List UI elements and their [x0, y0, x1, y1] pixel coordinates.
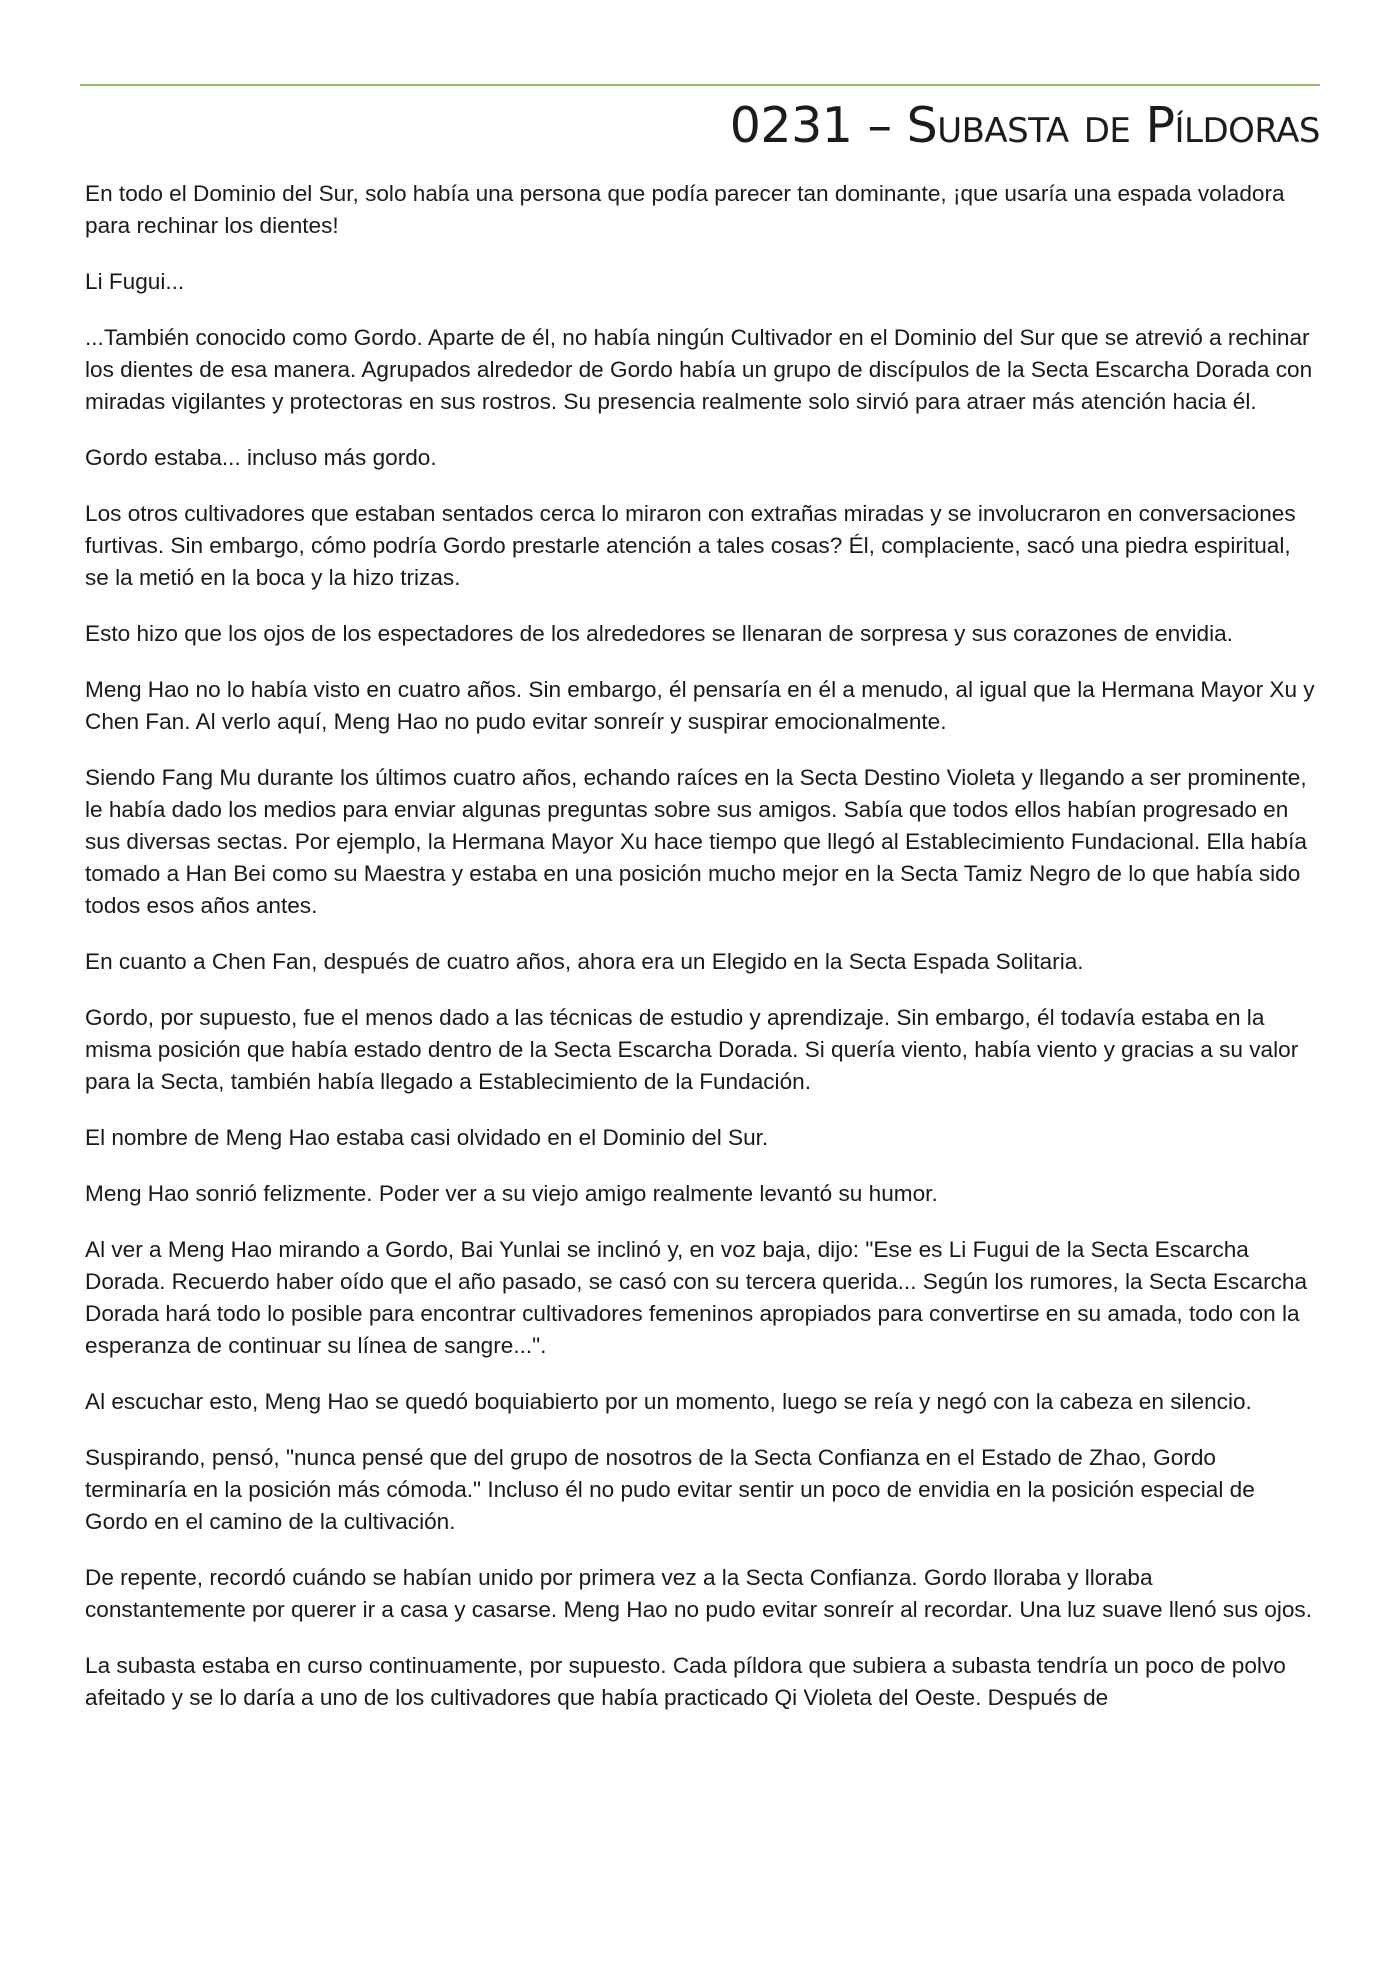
- paragraph: Al ver a Meng Hao mirando a Gordo, Bai Yunlai se inclinó y, en voz baja, dijo: "Ese es Li Fugui de la Secta Escarcha Dorada. Recuerdo haber oído que el año pasado, se casó con su tercera querida... Según los rumores, la Secta Escarcha Dorada hará todo lo posible para encontrar cultivadores femeninos apropiados para convertirse en su amada, todo con la esperanza de continuar su línea de sangre...".: [85, 1237, 1308, 1358]
- chapter-number: 0231 –: [729, 97, 907, 154]
- paragraph: En cuanto a Chen Fan, después de cuatro años, ahora era un Elegido en la Secta Espada Solitaria.: [85, 949, 1084, 974]
- paragraph: De repente, recordó cuándo se habían unido por primera vez a la Secta Confianza. Gordo lloraba y lloraba constantemente por querer ir a casa y casarse. Meng Hao no pudo evitar sonreír al recordar. Una luz suave llenó sus ojos.: [85, 1565, 1312, 1622]
- paragraph: ...También conocido como Gordo. Aparte de él, no había ningún Cultivador en el Dominio del Sur que se atrevió a rechinar los dientes de esa manera. Agrupados alrededor de Gordo había un grupo de discípulos de la Secta Escarcha Dorada con miradas vigilantes y protectoras en sus rostros. Su presencia realmente solo sirvió para atraer más atención hacia él.: [85, 325, 1313, 414]
- paragraph: Li Fugui...: [85, 269, 185, 294]
- paragraph: Meng Hao sonrió felizmente. Poder ver a su viejo amigo realmente levantó su humor.: [85, 1181, 938, 1206]
- paragraph: Suspirando, pensó, "nunca pensé que del grupo de nosotros de la Secta Confianza en el Estado de Zhao, Gordo terminaría en la posición más cómoda." Incluso él no pudo evitar sentir un poco de envidia en la posición especial de Gordo en el camino de la cultivación.: [85, 1445, 1255, 1534]
- chapter-name: Subasta de Píldoras: [906, 97, 1320, 154]
- paragraph: La subasta estaba en curso continuamente, por supuesto. Cada píldora que subiera a subasta tendría un poco de polvo afeitado y se lo daría a uno de los cultivadores que había practicado Qi Violeta del Oeste. Después de: [85, 1653, 1286, 1710]
- chapter-title: [730, 96, 1320, 156]
- paragraph: Gordo estaba... incluso más gordo.: [85, 445, 437, 470]
- chapter-body: [85, 178, 1317, 1738]
- paragraph: El nombre de Meng Hao estaba casi olvidado en el Dominio del Sur.: [85, 1125, 769, 1150]
- paragraph: Al escuchar esto, Meng Hao se quedó boquiabierto por un momento, luego se reía y negó con la cabeza en silencio.: [85, 1389, 1252, 1414]
- paragraph: Siendo Fang Mu durante los últimos cuatro años, echando raíces en la Secta Destino Violeta y llegando a ser prominente, le había dado los medios para enviar algunas preguntas sobre sus amigos. Sabía que todos ellos habían progresado en sus diversas sectas. Por ejemplo, la Hermana Mayor Xu hace tiempo que llegó al Establecimiento Fundacional. Ella había tomado a Han Bei como su Maestra y estaba en una posición mucho mejor en la Secta Tamiz Negro de lo que había sido todos esos años antes.: [85, 765, 1307, 918]
- paragraph: Gordo, por supuesto, fue el menos dado a las técnicas de estudio y aprendizaje. Sin embargo, él todavía estaba en la misma posición que había estado dentro de la Secta Escarcha Dorada. Si quería viento, había viento y gracias a su valor para la Secta, también había llegado a Establecimiento de la Fundación.: [85, 1005, 1299, 1094]
- paragraph: Esto hizo que los ojos de los espectadores de los alrededores se llenaran de sorpresa y sus corazones de envidia.: [85, 621, 1233, 646]
- paragraph: En todo el Dominio del Sur, solo había una persona que podía parecer tan dominante, ¡que usaría una espada voladora para rechinar los dientes!: [85, 181, 1285, 238]
- paragraph: Los otros cultivadores que estaban sentados cerca lo miraron con extrañas miradas y se involucraron en conversaciones furtivas. Sin embargo, cómo podría Gordo prestarle atención a tales cosas? Él, complaciente, sacó una piedra espiritual, se la metió en la boca y la hizo trizas.: [85, 501, 1296, 590]
- header-rule: [80, 84, 1320, 86]
- paragraph: Meng Hao no lo había visto en cuatro años. Sin embargo, él pensaría en él a menudo, al igual que la Hermana Mayor Xu y Chen Fan. Al verlo aquí, Meng Hao no pudo evitar sonreír y suspirar emocionalmente.: [85, 677, 1315, 734]
